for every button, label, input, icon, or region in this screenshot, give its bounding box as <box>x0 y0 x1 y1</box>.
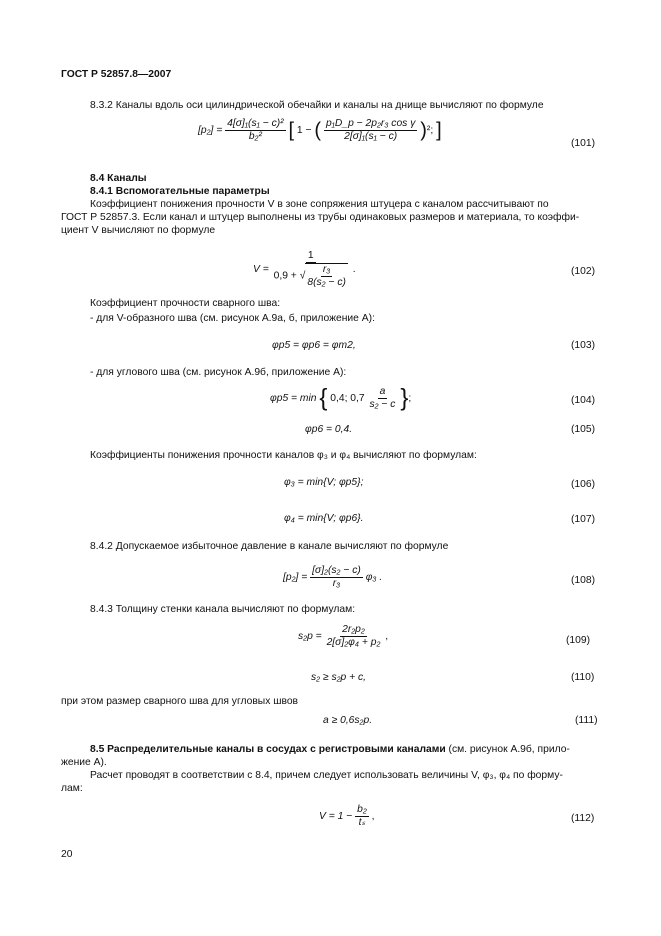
eq102-root-num: r₃ <box>322 264 331 275</box>
eq109-num: 2r₂p₂ <box>342 624 365 635</box>
equation-102-number: (102) <box>571 266 596 277</box>
equation-103: φр5 = φр6 = φт2, <box>272 340 356 351</box>
eq104-fraction <box>368 386 398 411</box>
equation-107: φ₄ = min{V; φр6}. <box>284 513 364 524</box>
eq101-coef <box>225 118 285 143</box>
equation-109-number: (109) <box>566 635 591 646</box>
equation-106: φ₃ = min{V; φр5}; <box>284 477 364 488</box>
sqrt-icon: √ <box>299 270 306 282</box>
paragraph-channel-coefs: Коэффициенты понижения прочности каналов φ₃ и φ₄ вычисляют по формулам: <box>90 450 477 461</box>
paragraph-weld-coef: Коэффициент прочности сварного шва: <box>90 298 281 309</box>
eq108-den: r₃ <box>332 578 341 589</box>
eq101-paren-open: ( <box>314 119 322 142</box>
heading-8-4-1: 8.4.1 Вспомогательные параметры <box>90 186 270 197</box>
equation-101-number: (101) <box>571 138 596 149</box>
equation-110-number: (110) <box>571 672 595 683</box>
paragraph-8-4-1-line3: циент V вычисляют по формуле <box>61 225 216 236</box>
document-code: ГОСТ Р 52857.8—2007 <box>61 69 172 80</box>
paragraph-8-5-line1: Расчет проводят в соответствии с 8.4, причем следует использовать величины V, φ₃, φ₄ по форму- <box>90 770 563 781</box>
eq112-num: b₂ <box>357 804 367 815</box>
eq102-root-den: 8(s₂ − c) <box>307 277 346 288</box>
eq104-num: a <box>379 386 386 397</box>
eq112-den: tₛ <box>358 817 366 828</box>
eq102-tail: . <box>352 264 356 276</box>
paragraph-weld-angle: - для углового шва (см. рисунок А.9б, приложение А): <box>90 367 347 378</box>
paragraph-8-4-1-line2: ГОСТ Р 52857.3. Если канал и штуцер выполнены из трубы одинаковых размеров и материала, то коэффи- <box>61 212 580 223</box>
equation-101 <box>198 118 442 143</box>
equation-108 <box>283 565 382 590</box>
equation-105: φр6 = 0,4. <box>305 424 353 435</box>
eq104-den: s₂ − c <box>369 399 396 410</box>
eq109-lhs: s₂р = <box>298 631 322 643</box>
equation-104 <box>270 386 411 411</box>
paragraph-8-4-1-line1: Коэффициент понижения прочности V в зоне сопряжения штуцера с каналом рассчитывают по <box>90 199 549 210</box>
equation-110: s₂ ≥ s₂р + c, <box>311 672 366 683</box>
eq108-tail: φ₃ . <box>365 572 383 584</box>
eq109-fraction <box>325 624 383 649</box>
page-number: 20 <box>61 849 73 860</box>
equation-105-number: (105) <box>571 424 596 435</box>
eq101-inner-den: 2[σ]₁(s₁ − c) <box>344 131 398 142</box>
heading-8-5-rest: (см. рисунок А.9б, прило- <box>445 744 570 755</box>
eq101-coef-den: b₂² <box>248 131 262 142</box>
equation-108-number: (108) <box>571 575 596 586</box>
eq101-inner-num: p₁D_p − 2p₂r₃ cos γ <box>325 118 416 129</box>
eq102-num: 1 <box>307 250 314 261</box>
equation-112-number: (112) <box>571 813 595 824</box>
eq101-paren-close: ) <box>420 119 427 142</box>
equation-109 <box>298 624 388 649</box>
eq101-bracket-open: [ <box>288 119 295 142</box>
paragraph-8-4-2: 8.4.2 Допускаемое избыточное давление в канале вычисляют по формуле <box>90 541 449 552</box>
equation-107-number: (107) <box>571 514 596 525</box>
heading-8-5-title: 8.5 Распределительные каналы в сосудах с регистровыми каналами <box>90 744 446 755</box>
equation-111-number: (111) <box>575 715 598 726</box>
heading-8-4: 8.4 Каналы <box>90 173 147 184</box>
eq104-lhs: φр5 = min <box>270 393 317 405</box>
eq109-tail: , <box>385 631 389 643</box>
eq109-den: 2[σ]₂φ₄ + p₂ <box>326 637 381 648</box>
eq101-one: 1 − <box>296 125 312 137</box>
eq102-fraction <box>272 250 350 289</box>
eq112-tail: , <box>371 811 375 823</box>
eq102-den <box>272 263 350 289</box>
eq101-tail: ²; <box>426 125 434 137</box>
equation-112 <box>319 804 375 829</box>
paragraph-8-4-3: 8.4.3 Толщину стенки канала вычисляют по формулам: <box>90 604 356 615</box>
eq104-tail: ; <box>408 393 412 405</box>
heading-8-5-line2: жение А). <box>61 757 107 768</box>
paragraph-weld-size: при этом размер сварного шва для угловых швов <box>61 696 299 707</box>
eq102-den-pre: 0,9 + <box>273 270 297 282</box>
eq112-fraction <box>355 804 369 829</box>
heading-8-5 <box>90 743 570 756</box>
eq104-brace-open: { <box>319 384 328 412</box>
eq112-lhs: V = 1 − <box>319 811 353 823</box>
eq102-lhs: V = <box>253 264 269 276</box>
paragraph-weld-v: - для V-образного шва (см. рисунок А.9а, б, приложение А): <box>90 313 375 324</box>
equation-102 <box>253 250 356 289</box>
eq108-num: [σ]₂(s₂ − c) <box>312 565 361 576</box>
paragraph-8-5-line2: лам: <box>61 783 83 794</box>
equation-106-number: (106) <box>571 479 596 490</box>
equation-111: a ≥ 0,6s₂р. <box>323 715 373 726</box>
equation-103-number: (103) <box>571 340 596 351</box>
eq104-brace-close: } <box>400 384 409 412</box>
equation-104-number: (104) <box>571 395 596 406</box>
eq101-lhs: [p₂] = <box>198 125 223 137</box>
eq102-root <box>305 263 348 289</box>
eq101-bracket-close: ] <box>436 119 442 142</box>
eq108-lhs: [p₂] = <box>283 572 308 584</box>
eq101-coef-num: 4[σ]₁(s₁ − c)² <box>227 118 284 129</box>
eq108-fraction <box>310 565 363 590</box>
paragraph-8-3-2: 8.3.2 Каналы вдоль оси цилиндрической обечайки и каналы на днище вычисляют по формуле <box>90 100 544 111</box>
eq101-inner <box>324 118 417 143</box>
eq104-a: 0,4; 0,7 <box>330 393 365 405</box>
